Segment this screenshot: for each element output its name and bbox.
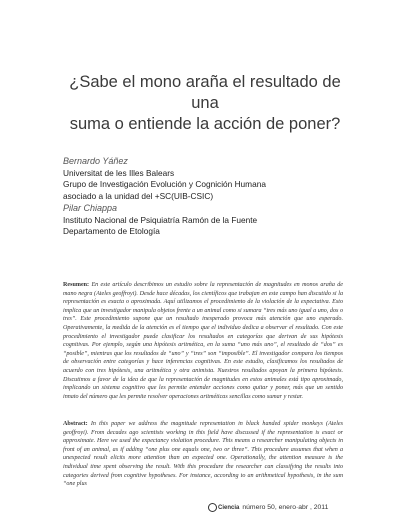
abstract-english [63,420,343,489]
abstract-es-text: En este artículo describimos un estudio sobre la representación de magnitudes en monos araña de mano negra (Ateles geoffroyi). Desde hace décadas, los científicos que trabajan en este campo han discutido si la representación es exacta o aproximada. Aquí utilizamos el procedimiento de la violación de la expectativa. Esto implica que un investigador manipula objetos frente a un animal como si sumara “tres más uno igual a uno, dos o tres”. Este procedimiento supone que un resultado inesperado provoca más atención que uno esperado. Operativamente, la medida de la atención es el tiempo que el individuo dedica a observar el resultado. Con este procedimiento el investigador puede clasificar los resultados en categorías que derivan de sus hipótesis cognitivas. Por ejemplo, según una hipótesis aritmética, en la suma “uno más uno”, el resultado de “dos” es “posible”, mientras que los resultados de “uno” y “tres” son “imposible”. El investigador compara los tiempos de observación entre categorías y hace inferencias cognitivas. En este estudio, clasificamos los resultados de acuerdo con tres hipótesis, una aritmética y otra animista. Nuestros resultados apoyan la primera hipótesis. Discutimos a favor de la idea de que la representación de magnitudes en estos animales está tipo aproximado, implicando un sistema cognitivo que les permite entender acciones como quitar y poner, más que un sentido innato del número que les permite resolver operaciones aritméticas sencillas como sumar y restar. [63,282,343,400]
abstract-en-label: Abstract: [63,421,88,427]
author-block [63,156,363,238]
abstract-en-text: In this paper we address the magnitude representation in black handed spider monkeys (Ateles geoffroyi). From decades ago scientists working in this field have discussed if the representation is exact or approximate. Here we used the expectancy violation procedure. This means a researcher manipulating objects in front of an animal, as if adding “one plus one equals one, two or three”. This procedure assumes that when a unexpected result elicits more attention than an expected one. Operationally, the attention measure is the individual time spent observing the result. With this procedure the researcher can classifying the results into categories derived from cognitive hypotheses. For instance, according to an arithmetical hypothesis, in the sum “one plus [63,421,343,488]
affiliation-line: Universitat de les Illes Balears [63,167,175,178]
affiliation-line: asociado a la unidad del +SC(UIB-CSIC) [63,191,214,202]
title-line-2: suma o entiende la acción de poner? [69,115,341,133]
journal-logo-text: Ciencia [218,504,240,511]
abstract-spanish [63,281,343,401]
issue-info: número 50, enero·abr , 2011 [242,504,329,511]
author-name: Pilar Chiappa [63,202,118,213]
journal-logo-icon [208,503,217,512]
affiliation-line: Departamento de Etología [63,226,160,237]
page-footer [208,503,358,512]
author-name: Bernardo Yáñez [63,156,128,166]
title-line-1: ¿Sabe el mono araña el resultado de una [69,73,341,112]
affiliation-line: Instituto Nacional de Psiquiatría Ramón de la Fuente [63,214,258,225]
article-title [60,72,350,135]
affiliation-line: Grupo de Investigación Evolución y Cognición Humana [63,179,266,190]
abstract-es-label: Resumen: [63,282,90,288]
